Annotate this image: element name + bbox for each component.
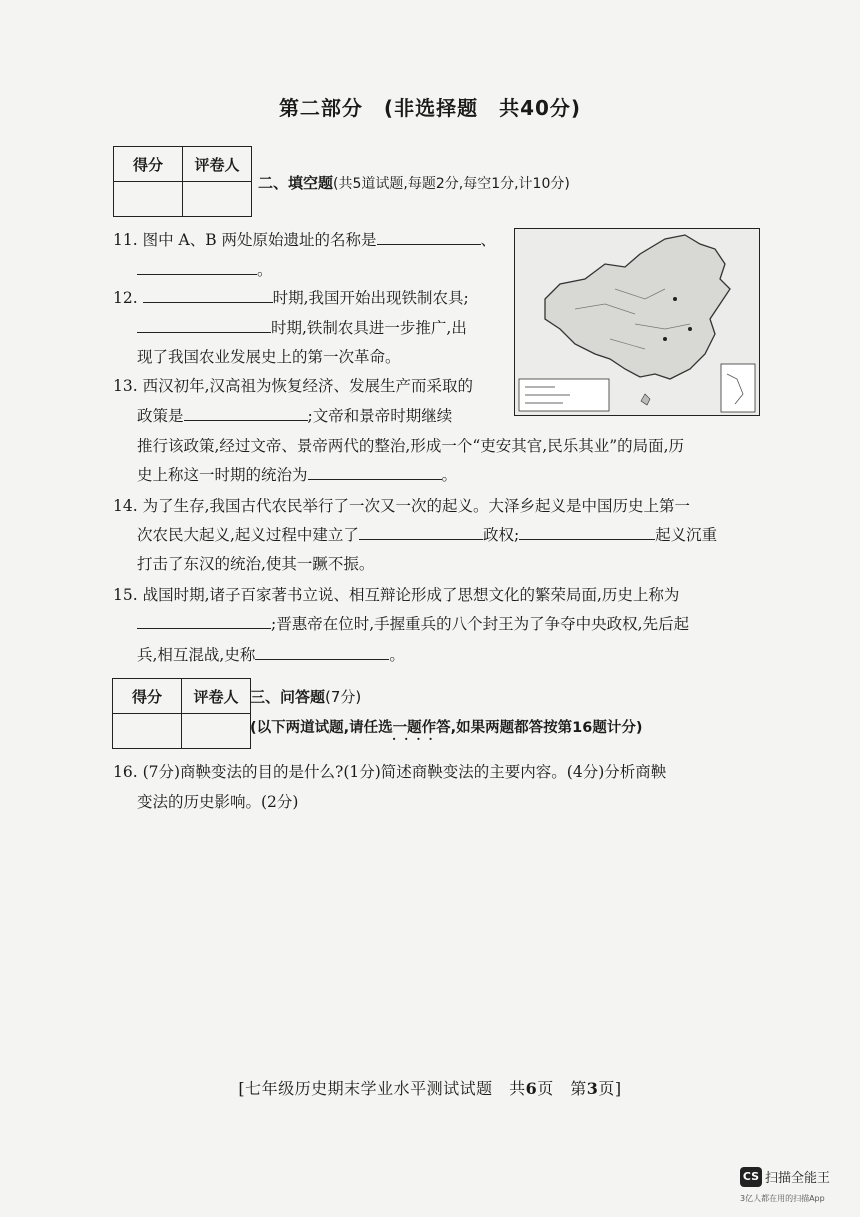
page-footer xyxy=(0,1076,860,1099)
q14-blank-b[interactable] xyxy=(519,525,655,540)
question-11-line1 xyxy=(113,230,496,250)
q14-text-b: 政权; xyxy=(482,526,520,544)
q13-blank-a[interactable] xyxy=(184,406,308,421)
section2-note: (共5道试题,每题2分,每空1分,计10分) xyxy=(333,176,570,192)
score-cell xyxy=(113,714,182,749)
q13-text-b: ;文帝和景帝时期继续 xyxy=(307,407,453,425)
question-13-line4 xyxy=(137,465,457,485)
q11-blank-b[interactable] xyxy=(137,260,257,275)
score-box-section3 xyxy=(112,678,251,749)
grader-cell xyxy=(182,714,251,749)
q12-number: 12. xyxy=(113,289,138,307)
question-14-line3: 打击了东汉的统治,使其一蹶不振。 xyxy=(137,555,375,573)
cs-icon: CS xyxy=(740,1167,762,1187)
section3-note: (以下两道试题,请任选一题作答,如果两题都答按第16题计分) xyxy=(250,720,643,736)
grader-header: 评卷人 xyxy=(182,679,251,714)
footer-text-b: 页 第 xyxy=(537,1079,587,1098)
q15-blank-b[interactable] xyxy=(255,645,389,660)
scanner-name: 扫描全能王 xyxy=(765,1171,831,1186)
china-map-image xyxy=(514,228,760,416)
question-14-line2 xyxy=(137,525,717,545)
section3-title: 三、问答题 xyxy=(250,688,326,706)
footer-pages-total: 6 xyxy=(525,1079,538,1098)
question-15-line1: 15. 战国时期,诸子百家著书立说、相互辩论形成了思想文化的繁荣局面,历史上称为 xyxy=(113,586,680,604)
question-12-line2 xyxy=(137,318,467,338)
scanner-logo xyxy=(740,1166,830,1187)
page-title: 第二部分 (非选择题 共40分) xyxy=(278,96,582,120)
footer-page-number: 3 xyxy=(586,1079,599,1098)
q14-text-c: 起义沉重 xyxy=(655,526,718,544)
emphasis-dots: ···· xyxy=(392,732,441,746)
q11-sep: 、 xyxy=(480,231,497,249)
q11-blank-a[interactable] xyxy=(377,230,481,245)
grader-header: 评卷人 xyxy=(183,147,252,182)
grader-cell xyxy=(183,182,252,217)
score-box-section2 xyxy=(113,146,252,217)
q15-text-c: 兵,相互混战,史称 xyxy=(137,646,256,664)
section3-heading xyxy=(250,686,361,707)
question-14-line1: 14. 为了生存,我国古代农民举行了一次又一次的起义。大泽乡起义是中国历史上第一 xyxy=(113,497,691,515)
question-15-line2 xyxy=(137,614,689,634)
question-12-line1 xyxy=(113,288,469,308)
q14-text-a: 次农民大起义,起义过程中建立了 xyxy=(137,526,359,544)
q13-end: 。 xyxy=(441,466,458,484)
question-13-line1: 13. 西汉初年,汉高祖为恢复经济、发展生产而采取的 xyxy=(113,377,474,395)
score-header: 得分 xyxy=(114,147,183,182)
q11-end: 。 xyxy=(257,261,273,279)
section3-points: (7分) xyxy=(325,688,362,706)
q15-blank-a[interactable] xyxy=(137,614,271,629)
q13-text-a: 政策是 xyxy=(137,407,184,425)
q11-text: 11. 图中 A、B 两处原始遗址的名称是 xyxy=(113,231,377,249)
question-13-line3: 推行该政策,经过文帝、景帝两代的整治,形成一个“吏安其官,民乐其业”的局面,历 xyxy=(137,437,685,455)
q14-blank-a[interactable] xyxy=(359,525,483,540)
scanner-tagline: 3亿人都在用的扫描App xyxy=(740,1194,825,1203)
footer-text-a: [七年级历史期末学业水平测试试题 共 xyxy=(238,1079,526,1098)
q13-blank-b[interactable] xyxy=(308,465,442,480)
q12-text-b: 时期,铁制农具进一步推广,出 xyxy=(271,319,467,337)
footer-text-c: 页] xyxy=(598,1079,622,1098)
q12-text-a: 时期,我国开始出现铁制农具; xyxy=(272,289,469,307)
question-13-line2 xyxy=(137,406,452,426)
score-header: 得分 xyxy=(113,679,182,714)
q15-text-b: ;晋惠帝在位时,手握重兵的八个封王为了争夺中央政权,先后起 xyxy=(271,615,690,633)
q12-blank-a[interactable] xyxy=(143,288,273,303)
question-12-line3: 现了我国农业发展史上的第一次革命。 xyxy=(137,348,401,366)
question-11-line2 xyxy=(137,260,273,280)
question-16-line2: 变法的历史影响。(2分) xyxy=(137,793,299,811)
question-15-line3 xyxy=(137,645,405,665)
q15-end: 。 xyxy=(389,646,405,664)
q12-blank-b[interactable] xyxy=(137,318,271,333)
section2-heading xyxy=(258,172,570,193)
q13-text-c: 史上称这一时期的统治为 xyxy=(137,466,308,484)
score-cell xyxy=(114,182,183,217)
question-16-line1: 16. (7分)商鞅变法的目的是什么?(1分)简述商鞅变法的主要内容。(4分)分析商鞅 xyxy=(113,763,667,781)
section2-title: 二、填空题 xyxy=(258,174,334,192)
